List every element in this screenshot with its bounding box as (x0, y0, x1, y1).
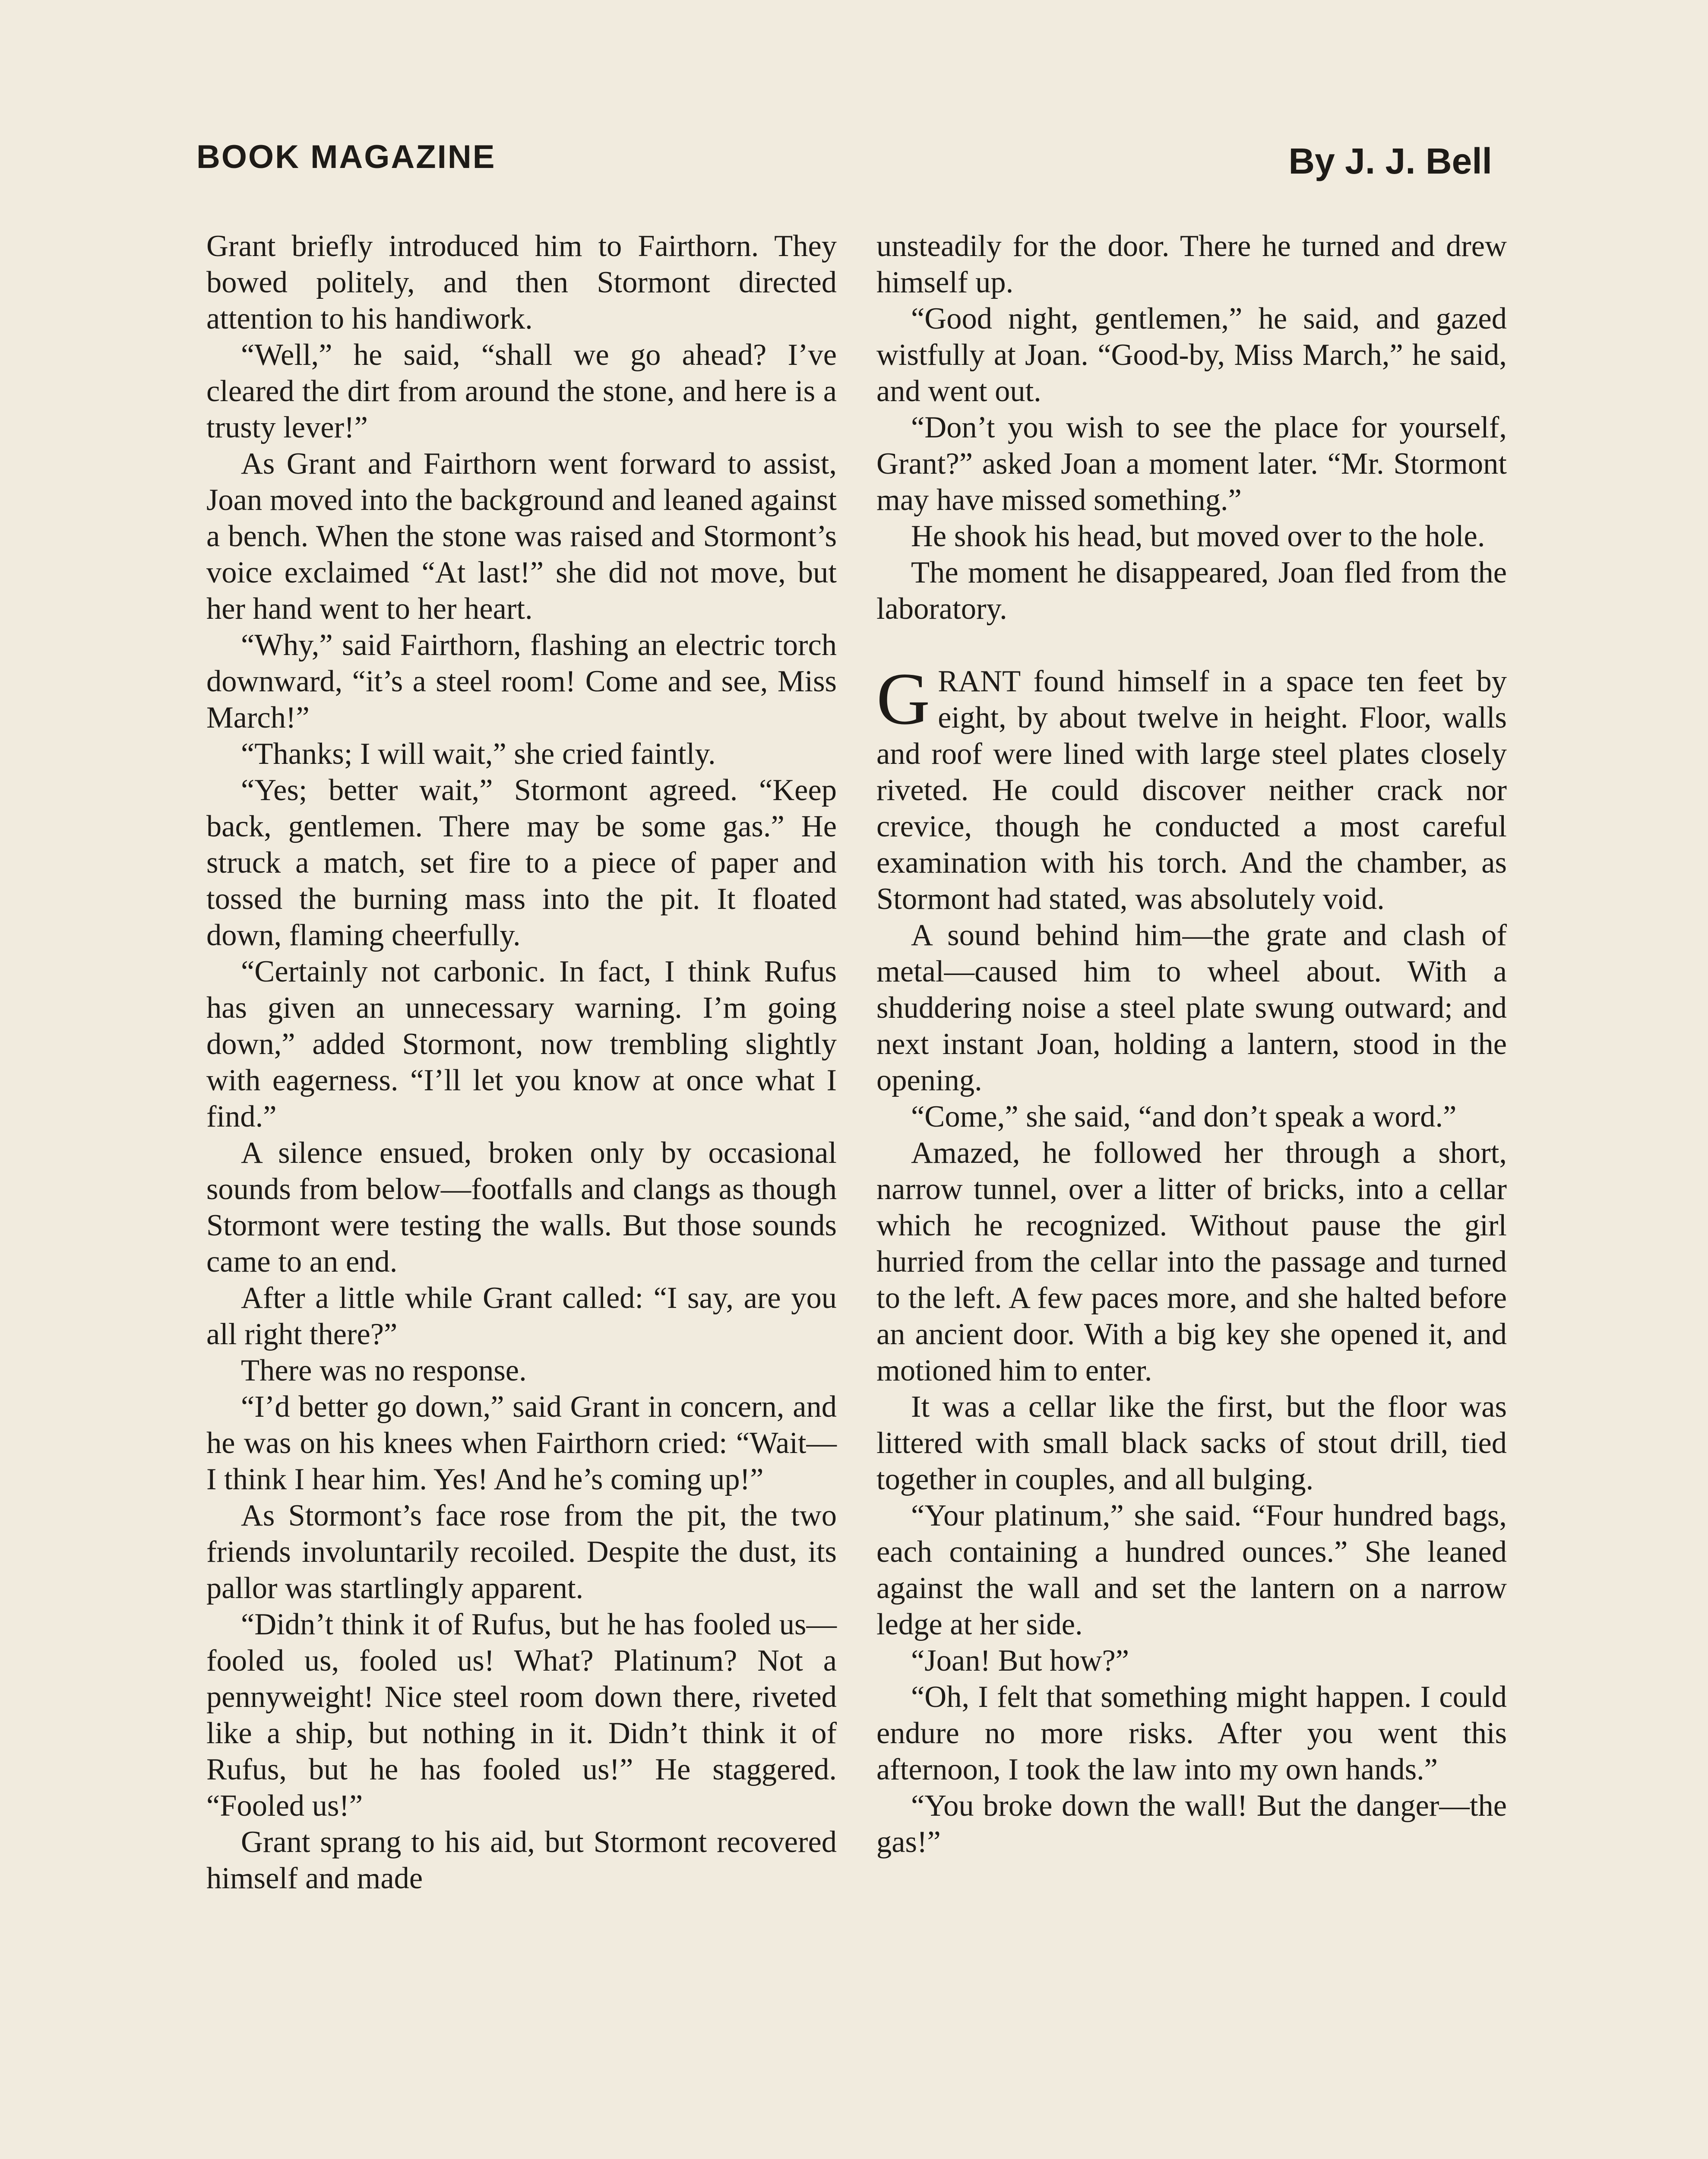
paragraph: It was a cellar like the first, but the floor was littered with small black sacks of stout drill, tied together in couples, and all bulging. (876, 1390, 1507, 1496)
paragraph: The moment he disappeared, Joan fled from the laboratory. (876, 556, 1507, 626)
paragraph: A sound behind him—the grate and clash of metal—caused him to wheel about. With a shuddering noise a steel plate swung outward; and next instant Joan, holding a lantern, stood in the opening. (876, 918, 1507, 1097)
paragraph: unsteadily for the door. There he turned and drew himself up. (876, 229, 1507, 299)
section-opening-paragraph (876, 658, 1507, 917)
author-byline: By J. J. Bell (1288, 141, 1492, 181)
paragraph: Amazed, he followed her through a short, narrow tunnel, over a litter of bricks, into a cellar which he recognized. Without pause the girl hurried from the cellar into the passage and turned to the left. A few paces more, and she halted before an ancient door. With a big key she opened it, and motioned him to enter. (876, 1136, 1507, 1387)
paragraph: “Why,” said Fairthorn, flashing an electric torch downward, “it’s a steel room! Come and see, Miss March!” (206, 628, 837, 734)
paragraph: “Didn’t think it of Rufus, but he has fooled us—fooled us, fooled us! What? Platinum? Not a pennyweight! Nice steel room down there, riveted like a ship, but nothing in it. Didn’t think it of Rufus, but he has fooled us!” He staggered. “Fooled us!” (206, 1608, 837, 1823)
section-opening-text: RANT found himself in a space ten feet by eight, by about twelve in height. Floor, walls and roof were lined with large steel plates closely riveted. He could discover neither crack nor crevice, though he conducted a most careful examination with his torch. And the chamber, as Stormont had stated, was absolutely void. (876, 665, 1507, 916)
paragraph: “Thanks; I will wait,” she cried faintly. (241, 737, 716, 771)
paragraph: As Grant and Fairthorn went forward to assist, Joan moved into the background and leaned against a bench. When the stone was raised and Stormont’s voice exclaimed “At last!” she did not move, but her hand went to her heart. (206, 447, 837, 626)
paragraph: He shook his head, but moved over to the hole. (911, 519, 1485, 553)
paragraph: After a little while Grant called: “I say, are you all right there?” (206, 1281, 837, 1351)
paragraph: “Your platinum,” she said. “Four hundred bags, each containing a hundred ounces.” She leaned against the wall and set the lantern on a narrow ledge at her side. (876, 1499, 1507, 1641)
paragraph: Grant briefly introduced him to Fairthorn. They bowed politely, and then Stormont directed attention to his handiwork. (206, 229, 837, 336)
paragraph: “Well,” he said, “shall we go ahead? I’ve cleared the dirt from around the stone, and here is a trusty lever!” (206, 338, 837, 444)
paragraph: “Come,” she said, “and don’t speak a word.” (911, 1100, 1457, 1133)
paragraph: As Stormont’s face rose from the pit, the two friends involuntarily recoiled. Despite the dust, its pallor was startlingly apparent. (206, 1499, 837, 1605)
section-break (876, 627, 1507, 663)
paragraph: “You broke down the wall! But the danger—the gas!” (876, 1789, 1507, 1859)
paragraph: “Certainly not carbonic. In fact, I think Rufus has given an unnecessary warning. I’m going down,” added Stormont, now trembling slightly with eagerness. “I’ll let you know at once what I find.” (206, 955, 837, 1133)
left-column (206, 228, 837, 1896)
paragraph: “Don’t you wish to see the place for yourself, Grant?” asked Joan a moment later. “Mr. Stormont may have missed something.” (876, 411, 1507, 517)
paragraph: “Joan! But how?” (911, 1644, 1129, 1678)
paragraph: “Good night, gentlemen,” he said, and gazed wistfully at Joan. “Good-by, Miss March,” he said, and went out. (876, 302, 1507, 408)
paragraph: “I’d better go down,” said Grant in concern, and he was on his knees when Fairthorn cried: “Wait—I think I hear him. Yes! And he’s coming up!” (206, 1390, 837, 1496)
paragraph: “Yes; better wait,” Stormont agreed. “Keep back, gentlemen. There may be some gas.” He struck a match, set fire to a piece of paper and tossed the burning mass into the pit. It floated down, flaming cheerfully. (206, 773, 837, 952)
publication-header: BOOK MAGAZINE (196, 139, 496, 175)
paragraph: A silence ensued, broken only by occasional sounds from below—footfalls and clangs as though Stormont were testing the walls. But those sounds came to an end. (206, 1136, 837, 1279)
paragraph: Grant sprang to his aid, but Stormont recovered himself and made (206, 1825, 837, 1895)
right-column (876, 228, 1507, 1860)
drop-cap: G (876, 658, 930, 740)
paragraph: “Oh, I felt that something might happen. I could endure no more risks. After you went this afternoon, I took the law into my own hands.” (876, 1680, 1507, 1786)
paragraph: There was no response. (241, 1354, 527, 1387)
